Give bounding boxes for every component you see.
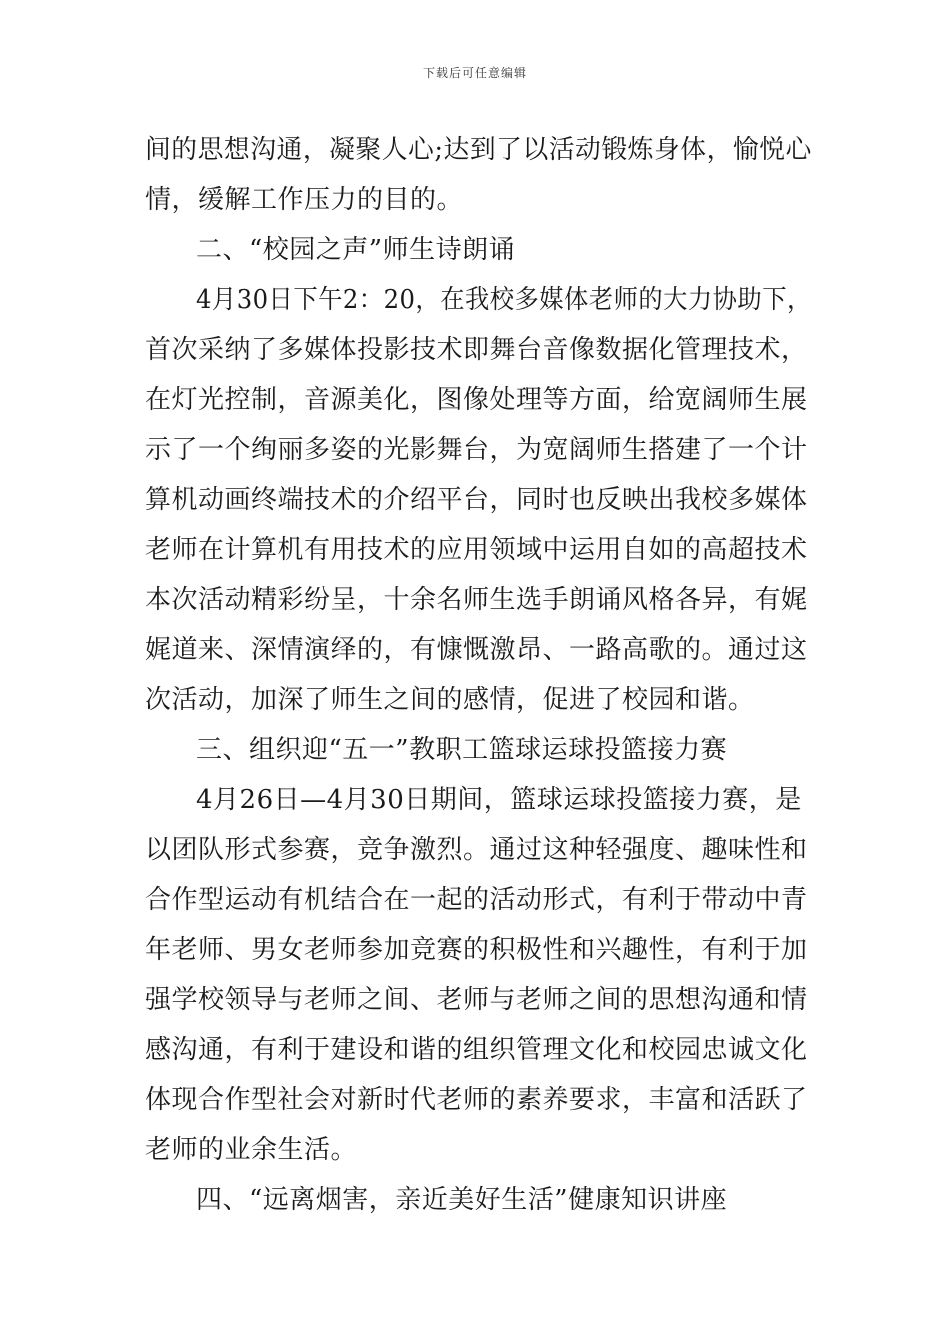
- body-line: 4月26日—4月30日期间，篮球运球投篮接力赛，是: [196, 785, 802, 815]
- section-heading: 三、组织迎“五一”教职工篮球运球投篮接力赛: [196, 735, 728, 765]
- body-line: 算机动画终端技术的介绍平台，同时也反映出我校多媒体: [145, 485, 808, 515]
- body-line: 本次活动精彩纷呈，十余名师生选手朗诵风格各异，有娓: [145, 585, 808, 615]
- body-line: 示了一个绚丽多姿的光影舞台，为宽阔师生搭建了一个计: [145, 435, 808, 465]
- body-line: 娓道来、深情演绎的，有慷慨激昂、一路高歌的。通过这: [145, 635, 808, 665]
- body-line: 感沟通，有利于建设和谐的组织管理文化和校园忠诚文化: [145, 1035, 808, 1065]
- page-header: 下载后可任意编辑: [422, 66, 527, 80]
- body-line: 老师在计算机有用技术的应用领域中运用自如的高超技术: [145, 535, 808, 565]
- body-line: 在灯光控制，音源美化，图像处理等方面，给宽阔师生展: [145, 385, 808, 415]
- body-line: 首次采纳了多媒体投影技术即舞台音像数据化管理技术，: [145, 335, 808, 365]
- body-line: 情，缓解工作压力的目的。: [145, 185, 464, 215]
- body-line: 合作型运动有机结合在一起的活动形式，有利于带动中青: [145, 885, 808, 915]
- body-line: 间的思想沟通，凝聚人心;达到了以活动锻炼身体，愉悦心: [145, 135, 812, 165]
- body-line: 强学校领导与老师之间、老师与老师之间的思想沟通和情: [145, 985, 808, 1015]
- body-line: 以团队形式参赛，竞争激烈。通过这种轻强度、趣味性和: [145, 835, 808, 865]
- body-line: 年老师、男女老师参加竞赛的积极性和兴趣性，有利于加: [145, 935, 808, 965]
- section-heading: 四、“远离烟害，亲近美好生活”健康知识讲座: [196, 1185, 728, 1215]
- body-line: 4月30日下午2：20，在我校多媒体老师的大力协助下，: [196, 285, 812, 315]
- body-line: 老师的业余生活。: [145, 1135, 358, 1165]
- body-line: 次活动，加深了师生之间的感情，促进了校园和谐。: [145, 685, 755, 715]
- section-heading: 二、“校园之声”师生诗朗诵: [196, 235, 516, 265]
- body-line: 体现合作型社会对新时代老师的素养要求，丰富和活跃了: [145, 1085, 808, 1115]
